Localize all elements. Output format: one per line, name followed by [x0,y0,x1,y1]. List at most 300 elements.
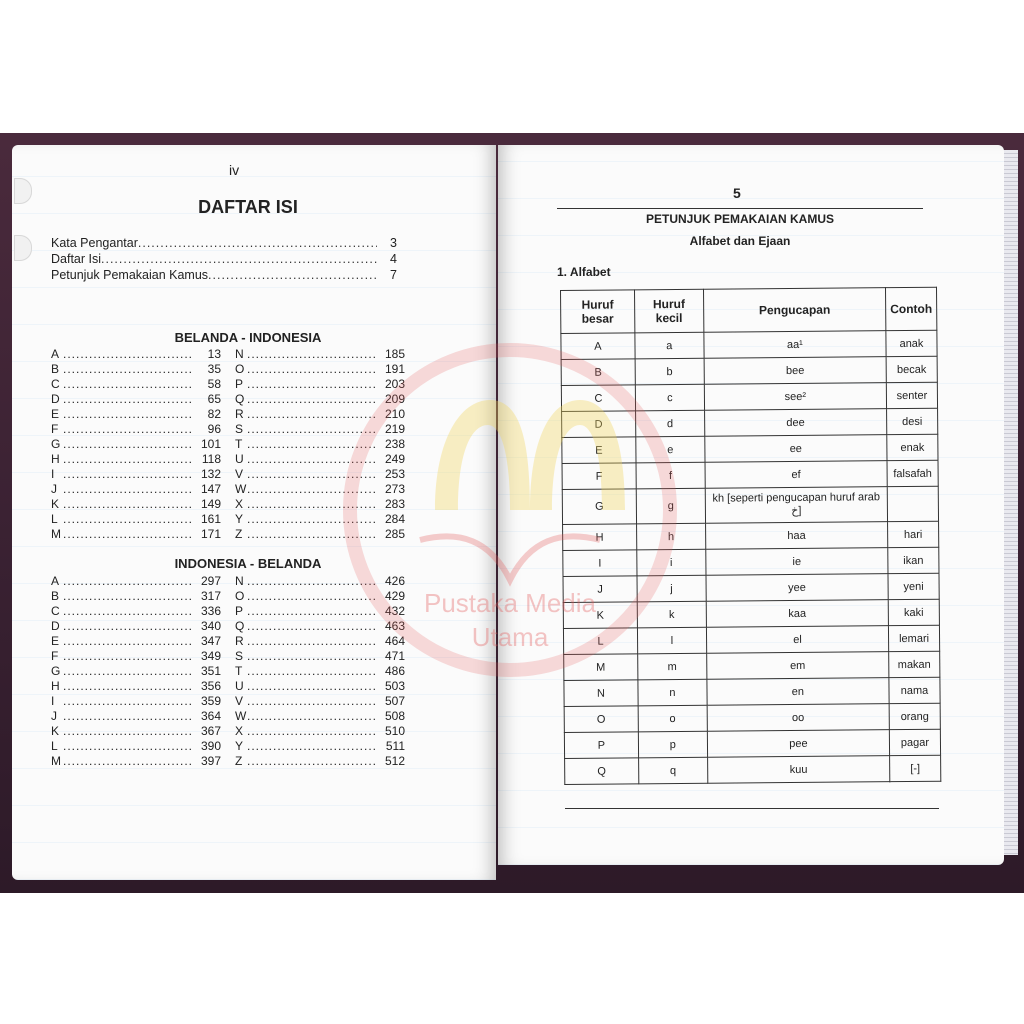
uppercase-cell: H [563,524,637,551]
leader-dots [138,236,377,250]
table-row [563,521,939,550]
index-entry [235,527,405,542]
leader-dots [63,709,193,724]
leader-dots [63,467,193,482]
index-page: 367 [200,724,221,738]
example-cell: enak [887,434,938,460]
example-cell: desi [887,408,938,434]
leader-dots [63,574,193,589]
header-rule [557,208,923,209]
index-entry [51,452,221,467]
leader-dots [247,452,377,467]
leader-dots [247,527,377,542]
index-entry [51,422,221,437]
index-page: 147 [200,482,221,496]
leader-dots [247,724,377,739]
index-letter: B [51,362,60,376]
index-entry [235,362,405,377]
example-cell: [-] [890,755,941,781]
index-letter: X [235,724,244,738]
leader-dots [63,347,193,362]
table-row [561,330,937,359]
table-row [564,729,940,758]
index-page: 507 [384,694,405,708]
leader-dots [247,694,377,709]
index-page: 171 [200,527,221,541]
column-header: Pengucapan [703,288,886,333]
left-page-number: iv [229,162,240,178]
index-entry [51,739,221,754]
index-entry [51,664,221,679]
example-cell: anak [886,330,937,356]
index-letter: P [235,604,244,618]
index-page: 464 [384,634,405,648]
index-entry [235,482,405,497]
leader-dots [247,709,377,724]
index-entry [235,512,405,527]
lowercase-cell: f [636,462,705,489]
example-cell: becak [886,356,937,382]
leader-dots [247,604,377,619]
index-letter: N [235,347,244,361]
lowercase-cell: q [638,757,707,784]
pronunciation-cell: ie [706,548,888,576]
pronunciation-cell: oo [707,704,889,732]
index-letter: N [235,574,244,588]
table-row [565,755,941,784]
toc-label: Kata Pengantar [51,236,138,250]
index-letter: U [235,452,244,466]
index-page: 283 [384,497,405,511]
index-page: 486 [384,664,405,678]
index-letter: B [51,589,60,603]
lowercase-cell: o [638,705,707,732]
uppercase-cell: J [563,576,637,603]
index-letter: R [235,407,244,421]
toc-label: Daftar Isi [51,252,102,266]
index-entry [235,589,405,604]
leader-dots [63,649,193,664]
table-row [564,677,940,706]
index-page: 191 [384,362,405,376]
toc-title: DAFTAR ISI [198,197,298,217]
section-heading: 1. Alfabet [557,265,611,279]
index-letter: Y [235,512,244,526]
index-entry [51,694,221,709]
index-letter: Z [235,754,243,768]
index-page: 35 [207,362,221,376]
index-letter: H [51,452,60,466]
toc-entry [51,268,397,282]
leader-dots [63,482,193,497]
leader-dots [208,268,377,282]
alphabet-table [560,287,941,785]
leader-dots [63,407,193,422]
index-page: 512 [384,754,405,768]
index-page: 364 [200,709,221,723]
index-page: 219 [384,422,405,436]
leader-dots [247,467,377,482]
index-letter: R [235,634,244,648]
index-letter: S [235,649,244,663]
index-letter: C [51,604,60,618]
index-entry [51,589,221,604]
index-entry [235,679,405,694]
index-entry [51,497,221,512]
table-row [562,460,938,489]
index-entry [235,497,405,512]
index-page: 340 [200,619,221,633]
index-entry [235,754,405,769]
index-page: 317 [200,589,221,603]
index-letter: S [235,422,244,436]
index-page: 185 [384,347,405,361]
leader-dots [63,679,193,694]
leader-dots [247,754,377,769]
index-entry [51,377,221,392]
leader-dots [247,422,377,437]
leader-dots [247,392,377,407]
index-column [235,347,405,542]
example-cell: orang [889,703,940,729]
toc-page: 7 [390,268,397,282]
index-letter: T [235,664,243,678]
table-header-row [561,287,937,333]
index-letter: L [51,512,58,526]
lowercase-cell: m [638,653,707,680]
column-header: Contoh [885,287,936,330]
lowercase-cell: d [635,410,704,437]
example-cell: lemari [888,625,939,651]
pronunciation-cell: kuu [707,756,889,784]
index-entry [51,724,221,739]
index-entry [235,467,405,482]
index-entry [235,437,405,452]
pronunciation-cell: see² [704,383,886,411]
leader-dots [247,649,377,664]
index-entry [235,694,405,709]
pronunciation-cell: el [706,626,888,654]
leader-dots [247,679,377,694]
uppercase-cell: N [564,680,638,707]
index-page: 132 [200,467,221,481]
pronunciation-cell: dee [704,409,886,437]
lowercase-cell: i [637,549,706,576]
index-letter: E [51,407,60,421]
pronunciation-cell: ee [705,435,887,463]
index-page: 510 [384,724,405,738]
index-entry [51,392,221,407]
leader-dots [63,437,193,452]
uppercase-cell: Q [565,758,639,785]
index-page: 471 [384,649,405,663]
index-entry [235,649,405,664]
leader-dots [247,362,377,377]
index-entry [235,407,405,422]
index-letter: D [51,392,60,406]
index-column [235,574,405,769]
toc-page: 4 [390,252,397,266]
leader-dots [63,362,193,377]
index-page: 359 [200,694,221,708]
index-entry [51,512,221,527]
table-row [564,703,940,732]
index-column [51,347,221,542]
index-entry [51,574,221,589]
pronunciation-cell: kaa [706,600,888,628]
pronunciation-cell: bee [704,357,886,385]
index-letter: F [51,649,59,663]
index-entry [51,679,221,694]
index-entry [235,422,405,437]
index-page: 82 [207,407,221,421]
leader-dots [63,392,193,407]
index-page: 149 [200,497,221,511]
index-page: 432 [384,604,405,618]
index-entry [235,664,405,679]
index-letter: U [235,679,244,693]
example-cell: nama [889,677,940,703]
index-entry [235,377,405,392]
lowercase-cell: j [637,575,706,602]
lowercase-cell: h [636,523,705,550]
leader-dots [63,664,193,679]
leader-dots [247,437,377,452]
index-column [51,574,221,769]
uppercase-cell: C [561,385,635,412]
index-page: 209 [384,392,405,406]
index-entry [51,709,221,724]
index-entry [51,604,221,619]
leader-dots [247,589,377,604]
uppercase-cell: M [564,654,638,681]
uppercase-cell: G [562,489,636,525]
leader-dots [101,252,377,266]
index-letter: P [235,377,244,391]
table-row [562,434,938,463]
index-page: 511 [385,739,405,753]
uppercase-cell: I [563,550,637,577]
index-letter: Q [235,392,245,406]
leader-dots [63,739,193,754]
leader-dots [63,452,193,467]
index-letter: T [235,437,243,451]
index-entry [51,482,221,497]
section-title-belanda-indonesia: BELANDA - INDONESIA [174,330,322,345]
lowercase-cell: e [636,436,705,463]
index-entry [51,754,221,769]
lowercase-cell: k [637,601,706,628]
leader-dots [247,377,377,392]
index-letter: A [51,574,60,588]
leader-dots [63,512,193,527]
leader-dots [247,739,377,754]
index-letter: I [51,694,55,708]
leader-dots [247,347,377,362]
example-cell: senter [886,382,937,408]
index-page: 284 [384,512,405,526]
toc-entry [51,236,397,250]
leader-dots [247,512,377,527]
column-header: Huruf kecil [634,289,703,333]
index-entry [51,362,221,377]
watermark-text: Pustaka Media [424,588,596,618]
leader-dots [63,619,193,634]
index-letter: M [51,527,61,541]
watermark-text: Utama [471,622,549,652]
index-letter: W [235,709,247,723]
uppercase-cell: F [562,463,636,490]
index-letter: Z [235,527,243,541]
index-entry [235,574,405,589]
lowercase-cell: g [636,488,705,524]
index-letter: J [51,482,57,496]
index-entry [235,634,405,649]
index-letter: V [235,467,244,481]
index-letter: K [51,497,60,511]
index-entry [235,619,405,634]
index-letter: E [51,634,60,648]
index-entry [235,739,405,754]
index-page: 203 [384,377,405,391]
table-row [563,625,939,654]
index-page: 238 [384,437,405,451]
pronunciation-cell: yee [706,574,888,602]
lowercase-cell: a [635,332,704,359]
index-page: 351 [200,664,221,678]
uppercase-cell: E [562,437,636,464]
leader-dots [63,589,193,604]
leader-dots [63,422,193,437]
right-page-number: 5 [733,185,741,201]
lowercase-cell: p [638,731,707,758]
index-entry [235,392,405,407]
index-page: 508 [384,709,405,723]
index-entry [235,724,405,739]
pronunciation-cell: em [706,652,888,680]
chapter-heading: PETUNJUK PEMAKAIAN KAMUS [645,212,834,226]
example-cell: kaki [888,599,939,625]
pronunciation-cell: kh [seperti pengucapan huruf arab خ] [705,487,887,524]
index-page: 336 [200,604,221,618]
index-entry [51,467,221,482]
index-page: 161 [200,512,221,526]
pronunciation-cell: haa [705,522,887,550]
index-letter: F [51,422,59,436]
toc-entry [51,252,397,266]
uppercase-cell: B [561,359,635,386]
index-entry [51,437,221,452]
index-letter: A [51,347,60,361]
uppercase-cell: P [564,732,638,759]
index-entry [235,709,405,724]
lowercase-cell: c [635,384,704,411]
table-row [562,486,938,524]
leader-dots [63,377,193,392]
index-letter: O [235,362,245,376]
uppercase-cell: A [561,333,635,360]
index-page: 210 [384,407,405,421]
index-page: 273 [384,482,405,496]
example-cell: hari [888,521,939,547]
leader-dots [63,604,193,619]
index-page: 356 [200,679,221,693]
section-title-indonesia-belanda: INDONESIA - BELANDA [174,556,322,571]
uppercase-cell: O [564,706,638,733]
toc-page: 3 [390,236,397,250]
leader-dots [247,664,377,679]
table-row [562,408,938,437]
index-entry [235,347,405,362]
index-letter: O [235,589,245,603]
index-letter: J [51,709,57,723]
index-page: 13 [207,347,221,361]
leader-dots [63,724,193,739]
column-header: Huruf besar [561,290,635,334]
pronunciation-cell: pee [707,730,889,758]
leader-dots [247,574,377,589]
index-entry [235,604,405,619]
pronunciation-cell: en [707,678,889,706]
index-page: 503 [384,679,405,693]
index-letter: V [235,694,244,708]
index-letter: X [235,497,244,511]
index-letter: K [51,724,60,738]
index-page: 96 [207,422,221,436]
index-entry [235,452,405,467]
leader-dots [63,694,193,709]
uppercase-cell: D [562,411,636,438]
table-row [563,573,939,602]
index-page: 347 [200,634,221,648]
index-page: 65 [207,392,221,406]
table-row [563,599,939,628]
index-letter: G [51,664,61,678]
leader-dots [63,527,193,542]
example-cell [887,486,938,521]
uppercase-cell: L [563,628,637,655]
index-page: 463 [384,619,405,633]
table-row [561,356,937,385]
index-letter: Y [235,739,244,753]
lowercase-cell: n [638,679,707,706]
index-page: 285 [384,527,405,541]
index-letter: M [51,754,61,768]
index-page: 390 [200,739,221,753]
index-entry [51,634,221,649]
pronunciation-cell: aa¹ [704,331,886,359]
index-page: 249 [384,452,405,466]
index-letter: L [51,739,58,753]
table-row [561,382,937,411]
example-cell: yeni [888,573,939,599]
leader-dots [247,407,377,422]
lowercase-cell: l [637,627,706,654]
index-letter: C [51,377,60,391]
table-row [564,651,940,680]
toc-label: Petunjuk Pemakaian Kamus [51,268,209,282]
index-letter: W [235,482,247,496]
index-page: 118 [201,452,221,466]
index-page: 429 [384,589,405,603]
example-cell: falsafah [887,460,938,486]
index-page: 397 [200,754,221,768]
index-page: 58 [207,377,221,391]
pronunciation-cell: ef [705,461,887,489]
chapter-subheading: Alfabet dan Ejaan [689,234,791,248]
index-entry [51,649,221,664]
index-entry [51,347,221,362]
